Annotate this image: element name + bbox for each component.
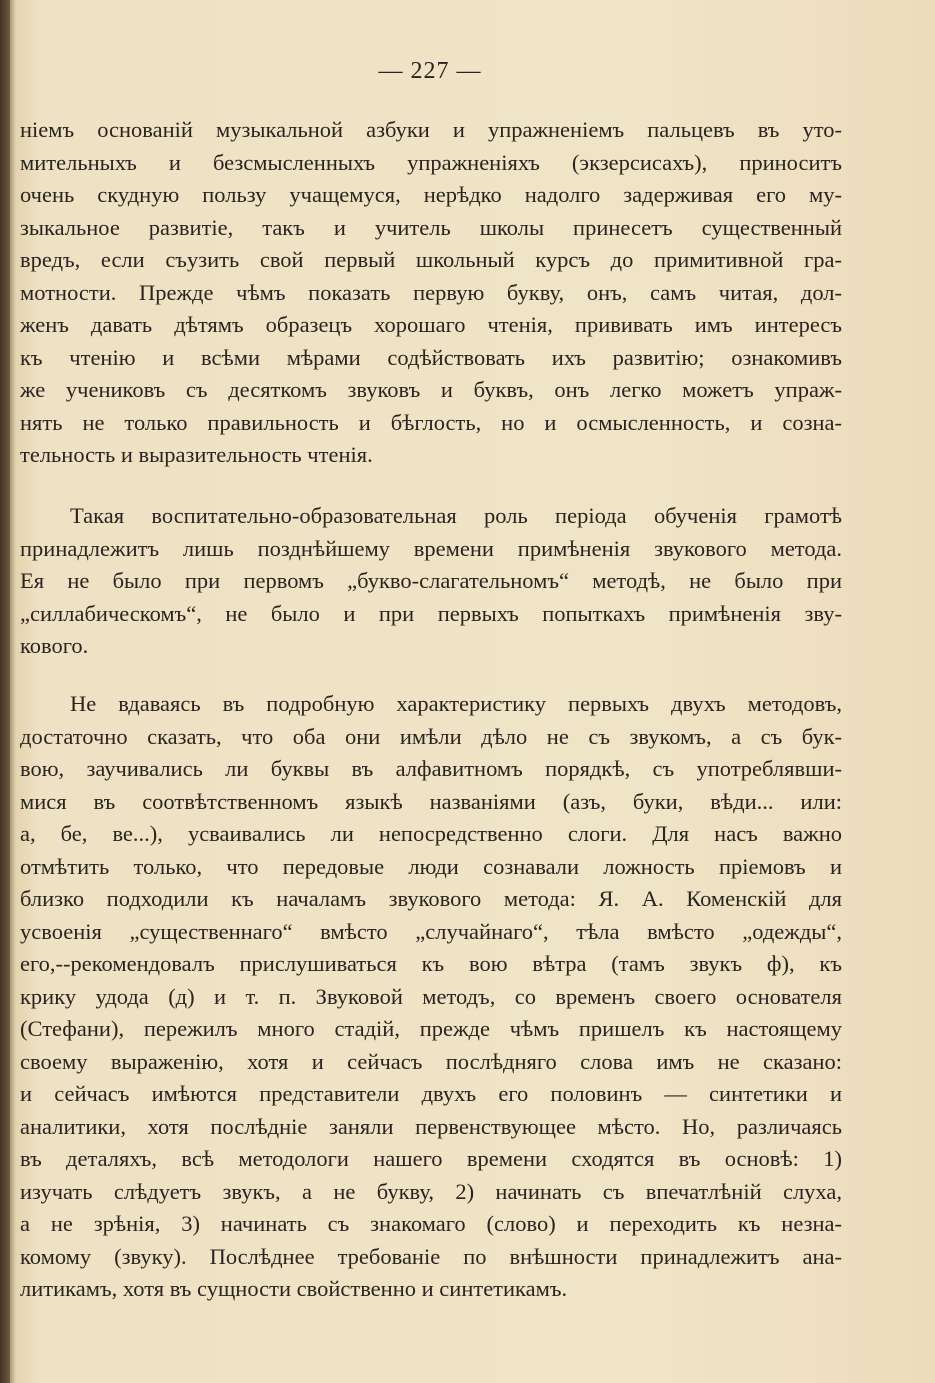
text-line: въ деталяхъ, всѣ методологи нашего времени сходятся въ основѣ: 1) — [20, 1146, 842, 1171]
text-line: тельность и выразительность чтенія. — [20, 442, 373, 467]
paragraph-1 — [20, 114, 842, 472]
text-line: крику удода (д) и т. п. Звуковой методъ, со временъ своего основателя — [20, 983, 842, 1009]
text-line: мотности. Прежде чѣмъ показать первую букву, онъ, самъ читая, дол- — [20, 279, 842, 305]
text-line: женъ давать дѣтямъ образецъ хорошаго чтенія, прививать имъ интересъ — [20, 312, 842, 337]
text-line: же учениковъ съ десяткомъ звуковъ и буквъ, онъ легко можетъ упраж- — [20, 377, 842, 402]
text-line: литикамъ, хотя въ сущности свойственно и синтетикамъ. — [20, 1276, 568, 1301]
text-line: Такая воспитательно-образовательная роль періода обученія грамотѣ — [70, 503, 842, 528]
paragraph-2 — [20, 500, 842, 663]
text-line: усвоенія „существеннаго“ вмѣсто „случайнаго“, тѣла вмѣсто „одежды“, — [20, 918, 842, 944]
text-line: „силлабическомъ“, не было и при первыхъ попыткахъ примѣненія зву- — [20, 600, 842, 626]
text-line: нять не только правильность и бѣглость, но и осмысленность, и созна- — [20, 409, 842, 435]
text-line: близко подходили къ началамъ звукового метода: Я. А. Коменскій для — [20, 886, 842, 911]
text-line: Не вдаваясь въ подробную характеристику первыхъ двухъ методовъ, — [70, 691, 842, 716]
text-line: достаточно сказать, что оба они имѣли дѣло не съ звукомъ, а съ бук- — [20, 723, 842, 749]
text-line: его,--рекомендовалъ прислушиваться къ вою вѣтра (тамъ звукъ ф), къ — [20, 951, 842, 976]
text-line: ніемъ основаній музыкальной азбуки и упражненіемъ пальцевъ въ уто- — [20, 117, 842, 142]
text-line: отмѣтить только, что передовые люди сознавали ложность пріемовъ и — [20, 853, 842, 879]
text-line: къ чтенію и всѣми мѣрами содѣйствовать ихъ развитію; ознакомивъ — [20, 344, 842, 370]
text-line: изучать слѣдуетъ звукъ, а не букву, 2) начинать съ впечатлѣній слуха, — [20, 1178, 842, 1204]
text-line: а, бе, ве...), усваивались ли непосредственно слоги. Для насъ важно — [20, 821, 842, 846]
page-number: — 227 — — [378, 58, 482, 84]
text-line: кового. — [20, 633, 89, 658]
binding-edge — [0, 0, 10, 1383]
text-line: аналитики, хотя послѣдніе заняли первенствующее мѣсто. Но, различаясь — [20, 1113, 842, 1139]
text-line: своему выраженію, хотя и сейчасъ послѣдняго слова имъ не сказано: — [20, 1048, 842, 1074]
text-line: зыкальное развитіе, такъ и учитель школы принесетъ существенный — [20, 214, 842, 240]
text-line: принадлежитъ лишь позднѣйшему времени примѣненія звукового метода. — [20, 535, 842, 561]
text-line: Ея не было при первомъ „букво-слагательномъ“ методѣ, не было при — [20, 568, 842, 593]
text-line: очень скудную пользу учащемуся, нерѣдко надолго задерживая его му- — [20, 182, 842, 207]
text-line: комому (звуку). Послѣднее требованіе по внѣшности принадлежитъ ана- — [20, 1243, 842, 1269]
text-line: мися въ соотвѣтственномъ языкѣ названіями (азъ, буки, вѣди... или: — [20, 788, 842, 814]
text-line: вредъ, если съузить свой первый школьный курсъ до примитивной гра- — [20, 247, 842, 272]
text-line: мительныхъ и безсмысленныхъ упражненіяхъ (экзерсисахъ), приноситъ — [20, 149, 842, 175]
text-line: (Стефани), пережилъ много стадій, прежде чѣмъ пришелъ къ настоящему — [20, 1016, 842, 1041]
text-line: а не зрѣнія, 3) начинать съ знакомаго (слово) и переходить къ незна- — [20, 1211, 842, 1236]
text-line: вою, заучивались ли буквы въ алфавитномъ порядкѣ, съ употреблявши- — [20, 756, 842, 781]
paragraph-3 — [20, 688, 842, 1306]
text-line: и сейчасъ имѣются представители двухъ его половинъ — синтетики и — [20, 1081, 842, 1106]
